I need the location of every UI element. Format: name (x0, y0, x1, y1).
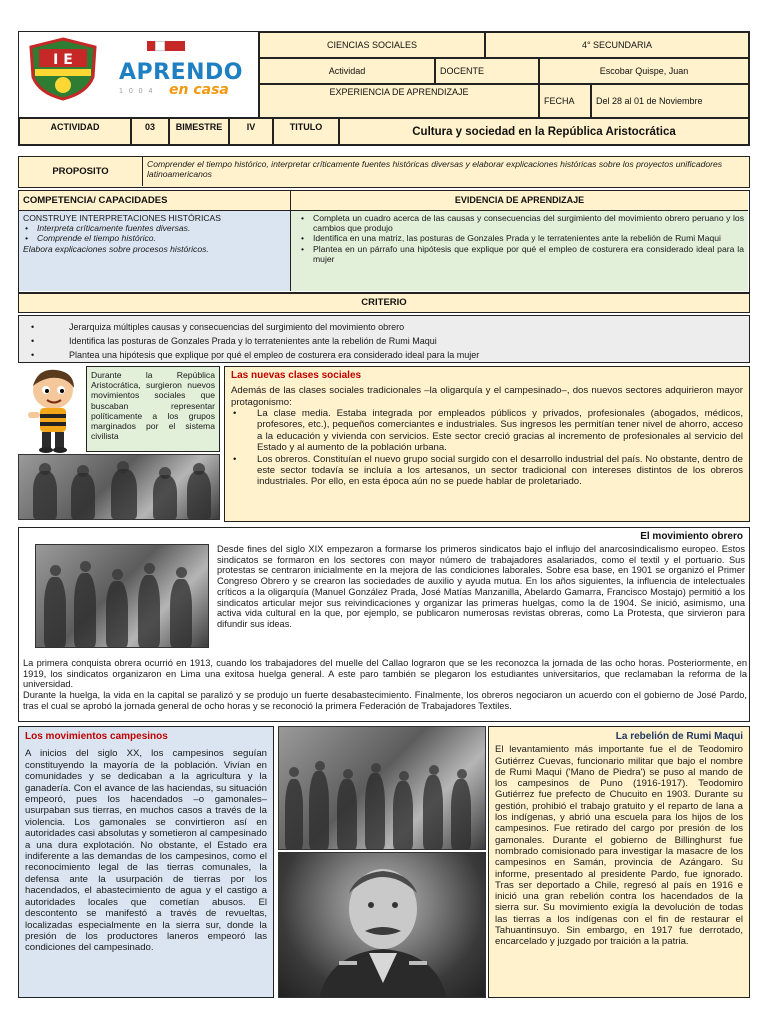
grade-cell: 4° SECUNDARIA (485, 32, 749, 58)
competencia-body (19, 211, 291, 291)
school-shield-icon (27, 37, 99, 101)
rumi-maqui-box (488, 726, 750, 998)
evidencia-body (291, 211, 748, 291)
brand-aprendo: APRENDO (119, 60, 243, 85)
criterio-item: • Identifica las posturas de Gonzales Prada y lo terratenientes ante la rebelión de Rumi Maqui (29, 334, 739, 348)
header-table (18, 31, 750, 146)
titulo-value-cell: Cultura y sociedad en la República Aristocrática (339, 118, 749, 145)
criterio-body (18, 315, 750, 363)
criterio-item: • Jerarquiza múltiples causas y consecuencias del surgimiento del movimiento obrero (29, 320, 739, 334)
date-label-cell: FECHA (539, 84, 591, 118)
teacher-name-cell: Escobar Quispe, Juan (539, 58, 749, 84)
ministry-flag-icon (147, 41, 185, 51)
brand-dots: 1 0 0 4 (119, 88, 155, 95)
subject-cell: CIENCIAS SOCIALES (259, 32, 485, 58)
capacidad-item: • Comprende el tiempo histórico. (23, 233, 286, 243)
clases-item: • La clase media. Estaba integrada por empleados públicos y privados, profesionales (abogados, médicos, profesores, etc.), pequeños comerciantes e industriales. Sus ingresos les permitían tener nivel de ahorro, acceso a la educación y vivienda con servicios. Este sector creció gracias al incremento de profesionales al servicio del Estado y al aumento de la población urbana. (231, 408, 743, 454)
obrero-title: El movimiento obrero (640, 531, 743, 542)
competencia-header: COMPETENCIA/ CAPACIDADES (19, 191, 291, 211)
clases-sociales-box (224, 366, 750, 522)
clases-intro: Además de las clases sociales tradicionales –la oligarquía y el campesinado–, dos nuevos sectores adquirieron mayor protagonismo: (231, 385, 743, 408)
obrero-rest (23, 658, 747, 712)
rumi-text: El levantamiento más importante fue el de Teodomiro Gutiérrez Cuevas, funcionario militar que bajo el nombre de Rumi Maqui ('Mano de Piedra') se puso al mando de los campesinos de Puno (1916-1917). Teodomiro Gutiérrez fue prefecto de Chucuito en 1903. Durante su gestión, prohibió el trabajo gratuito y el reparto de lana a los indígenas, y abrió una escuela para los hijos de los campesinos. Fue retirado del cargo por presión de los gamonales. Durante el gobierno de Billinghurst fue nombrado comisionado para investigar la masacre de los campesinos en Samán, provincia de Azángaro. Su informe, presentado al presidente Pardo, fue ignorado. Tras ser deportado a Chile, regresó al país en 1916 e inició una gran rebelión contra los hacendados de la sierra sur. Su movimiento exigía la devolución de todas las tierras a los indígenas con el fin de restaurar el Tahuantinsuyo. Sin embargo, en 1917 fue derrotado, encarcelado y juzgado por traición a la patria. (495, 744, 743, 948)
actividad-label-cell: ACTIVIDAD (19, 118, 131, 145)
obrero-p1: Desde fines del siglo XIX empezaron a formarse los primeros sindicatos bajo el influjo del anarcosindicalismo europeo. Estos sindicatos se formaron en los sectores con mayor número de trabajadores asalariados, como el textil y el portuario. Sus protestas se centraron inicialmente en la mejora de las condiciones laborales. Sobre esa base, en 1901 se organizó el Primer Congreso Obrero y se crearon las sociedades de auxilio y ayuda mutua. En los años siguientes, la influencia de intelectuales críticos a la oligarquía (Manuel González Prada, José Matías Manzanilla, Abelardo Gamarra, Francisco Mostajo) permitió a los sindicatos articular mejor sus reivindicaciones y organizar las primeras huelgas, como la de 1904. Se inició, asimismo, una activa vida cultural en la que, por ejemplo, se publicaron numerosas revistas obreras, como La Protesta, que sirvieron para difundir sus ideas. (217, 544, 745, 629)
experience-label-cell: EXPERIENCIA DE APRENDIZAJE (259, 84, 539, 118)
capacidad-item: • Interpreta críticamente fuentes diversas. (23, 223, 286, 233)
campesinos-title: Los movimientos campesinos (25, 731, 168, 742)
titulo-label-cell: TITULO (273, 118, 339, 145)
date-value-cell: Del 28 al 01 de Noviembre (591, 84, 749, 118)
competencia-evidencia-block (18, 190, 750, 293)
actividad-num-cell: 03 (131, 118, 169, 145)
rumi-title: La rebelión de Rumi Maqui (615, 731, 743, 742)
brand-en-casa: en casa (169, 82, 229, 98)
proposito-row (18, 156, 750, 188)
bimestre-value-cell: IV (229, 118, 273, 145)
criterio-header: CRITERIO (18, 293, 750, 313)
historic-photo-workers (35, 544, 209, 648)
evidencia-item: • Plantea en un párrafo una hipótesis que explique por qué el empleo de costurera era considerado ideal para la mujer (299, 244, 744, 264)
intro-note: Durante la República Aristocrática, surgieron nuevos movimientos sociales que buscaban representar políticamente a los grupos marginados por el sistema civilista (86, 366, 220, 452)
evidencia-header: EVIDENCIA DE APRENDIZAJE (291, 191, 748, 211)
evidencia-item: • Identifica en una matriz, las posturas de Gonzales Prada y le terratenientes ante la rebelión de Rumi Maqui (299, 233, 744, 243)
campesinos-box (18, 726, 274, 998)
historic-photo-peasants (278, 726, 486, 850)
competencia-title: CONSTRUYE INTERPRETACIONES HISTÓRICAS (23, 213, 221, 223)
portrait-figure-icon (279, 853, 486, 998)
bimestre-label-cell: BIMESTRE (169, 118, 229, 145)
student-cartoon-icon (20, 366, 86, 454)
proposito-text: Comprender el tiempo histórico, interpretar críticamente fuentes históricas diversas y elaborar explicaciones históricas sobre los proyectos unificadores latinoamericanos (147, 159, 723, 180)
portrait-rumi-maqui (278, 852, 486, 998)
proposito-label: PROPOSITO (19, 157, 143, 186)
obrero-p2: La primera conquista obrera ocurrió en 1913, cuando los trabajadores del muelle del Callao lograron que se les reconozca la jornada de las ocho horas. Posteriormente, en 1919, los sindicatos organizaron en Lima una exitosa huelga general. A este paro también se plegaron los estudiantes universitarios, que reclamaban la reforma de la universidad. (23, 658, 747, 690)
logo-area (19, 32, 259, 118)
evidencia-item: • Completa un cuadro acerca de las causas y consecuencias del surgimiento del movimiento obrero peruano y los cambios que produjo (299, 213, 744, 233)
campesinos-text: A inicios del siglo XX, los campesinos seguían constituyendo la mayoría de la población. Vivían en comunidades y se dedicaban a la agricultura y la ganadería. Con el avance de las haciendas, su situación empeoró, pues los hacendados –o gamonales– usurpaban sus tierras, en muchos casos a través de la violencia. Los gamonales se convirtieron así en autoridades casi absolutas y sometieron al campesinado a una dura explotación. No obstante, el Estado era indiferente a las demandas de los campesinos, como el reconocimiento legal de las tierras comunales, la defensa ante la usurpación de tierras por los hacendados, el abastecimiento de agua y el castigo a autoridades locales que cometían abusos. El descontento se manifestó a través de revueltas, localizadas especialmente en la sierra sur, donde la presión de los productores laneros empeoró las condiciones del campesinado. (25, 748, 267, 954)
teacher-label-cell: DOCENTE (435, 58, 539, 84)
criterio-item: • Plantea una hipótesis que explique por qué el empleo de costurera era considerado ideal para la mujer (29, 348, 739, 362)
movimiento-obrero-box (18, 527, 750, 722)
clases-title: Las nuevas clases sociales (231, 370, 362, 381)
clases-item: • Los obreros. Constituían el nuevo grupo social surgido con el desarrollo industrial del país. No obstante, dentro de este sector todavía se incluía a los artesanos, un sector tradicional con intereses distintos de los obreros industriales. Por ello, en esta época aún no se puede hablar de proletariado. (231, 454, 743, 488)
historic-photo-family (18, 454, 220, 520)
activity-label-cell: Actividad (259, 58, 435, 84)
svg-text:I E: I E (53, 52, 73, 68)
competencia-extra: Elabora explicaciones sobre procesos históricos. (23, 243, 209, 254)
obrero-p3: Durante la huelga, la vida en la capital se paralizó y se produjo un fuerte desabastecimiento. Finalmente, los obreros negociaron un acuerdo con el gobierno de José Pardo, tras el cual se aprobó la jornada general de ocho horas y se reconoció la primera Federación de Trabajadores Textiles. (23, 690, 747, 711)
